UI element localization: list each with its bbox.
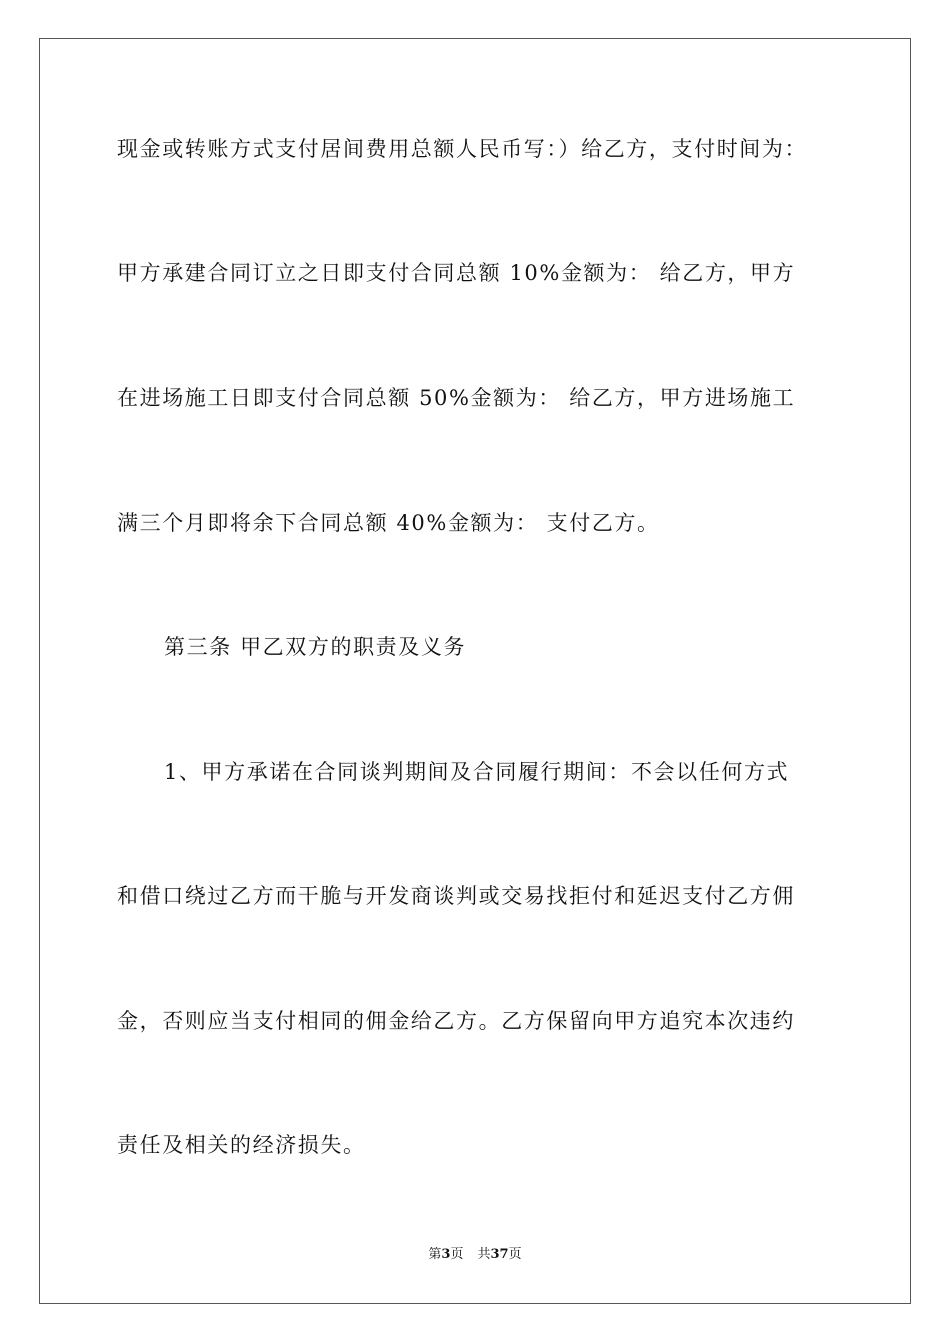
paragraph-line-6: 和借口绕过乙方而干脆与开发商谈判或交易找拒付和延迟支付乙方佣 — [117, 884, 795, 908]
paragraph-line-7: 金，否则应当支付相同的佣金给乙方。乙方保留向甲方追究本次违约 — [117, 1009, 795, 1033]
paragraph-line-3: 在进场施工日即支付合同总额 50%金额为： 给乙方，甲方进场施工 — [117, 386, 796, 410]
page-footer — [0, 1246, 950, 1264]
paragraph-line-2: 甲方承建合同订立之日即支付合同总额 10%金额为： 给乙方，甲方 — [117, 261, 796, 285]
page-suffix: 页 — [450, 1247, 464, 1262]
page-number: 3 — [441, 1247, 451, 1262]
page-border — [39, 38, 911, 1304]
paragraph-line-4: 满三个月即将余下合同总额 40%金额为： 支付乙方。 — [117, 511, 660, 535]
page-prefix: 第 — [428, 1247, 442, 1262]
section-heading: 第三条 甲乙双方的职责及义务 — [164, 635, 467, 659]
total-pages: 37 — [490, 1247, 509, 1262]
paragraph-line-5: 1、甲方承诺在合同谈判期间及合同履行期间：不会以任何方式 — [164, 760, 790, 784]
paragraph-line-8: 责任及相关的经济损失。 — [117, 1133, 366, 1157]
total-suffix: 页 — [508, 1247, 522, 1262]
total-prefix: 共 — [477, 1247, 491, 1262]
paragraph-line-1: 现金或转账方式支付居间费用总额人民币写：）给乙方，支付时间为： — [117, 137, 808, 161]
